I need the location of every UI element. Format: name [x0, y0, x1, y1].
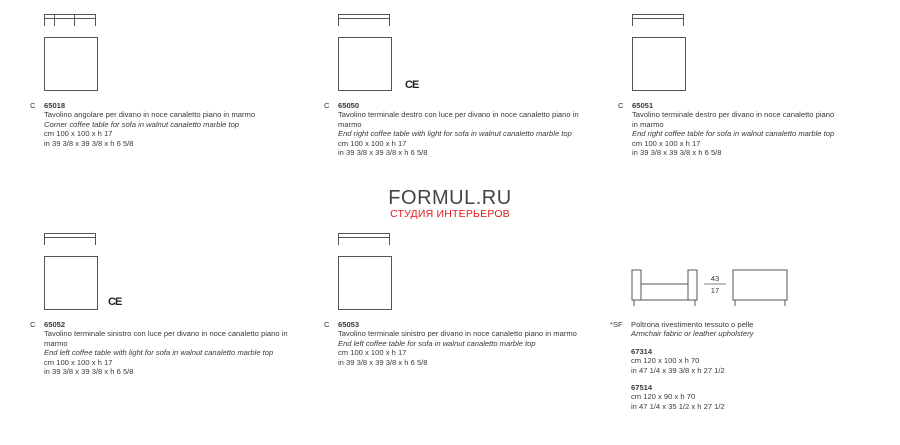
item-italian-name: Tavolino terminale destro per divano in noce canaletto piano in marmo [632, 110, 835, 129]
item-english-name: End right coffee table for sofa in walnut canaletto marble top [632, 129, 835, 139]
armchair-prefix: *SF [610, 320, 623, 329]
table-side-outline [44, 233, 96, 238]
item-english-name: Corner coffee table for sofa in walnut canaletto marble top [44, 119, 240, 129]
armchair-variant-cm: cm 120 x 90 x h 70 [631, 392, 696, 402]
item-prefix: C [30, 101, 36, 110]
item-dimensions-in: in 39 3/8 x 39 3/8 x h 6 5/8 [44, 138, 134, 148]
item-english-name: End left coffee table with light for sofa in walnut canaletto marble top [44, 348, 274, 358]
table-apron [44, 18, 96, 22]
table-side-outline [338, 14, 390, 19]
item-code: 65018 [44, 101, 66, 110]
item-prefix: C [324, 101, 330, 110]
top-view-65051 [632, 37, 686, 91]
top-view-65018 [44, 37, 98, 91]
item-dimensions-in: in 39 3/8 x 39 3/8 x h 6 5/8 [338, 357, 428, 367]
brand-subtitle: СТУДИЯ ИНТЕРЬЕРОВ [390, 208, 510, 220]
side-view-65050 [338, 14, 390, 28]
side-view-65053 [338, 233, 390, 247]
armchair-dim-bottom: 17 [710, 286, 720, 295]
top-view-65053 [338, 256, 392, 310]
armchair-variant-code: 67314 [631, 346, 653, 356]
side-view-65052 [44, 233, 96, 247]
armchair-italian-name: Poltrona rivestimento tessuto o pelle [631, 320, 754, 329]
item-dimensions-cm: cm 100 x 100 x h 17 [44, 129, 113, 139]
item-description-65052 [44, 320, 309, 376]
item-dimensions-in: in 39 3/8 x 39 3/8 x h 6 5/8 [632, 148, 722, 158]
item-description-65018 [44, 101, 314, 148]
item-description-65050 [338, 101, 588, 157]
item-italian-name: Tavolino angolare per divano in noce canaletto piano in marmo [44, 110, 256, 120]
item-dimensions-cm: cm 100 x 100 x h 17 [632, 138, 701, 148]
armchair-description [631, 320, 871, 411]
item-english-name: End left coffee table for sofa in walnut canaletto marble top [338, 338, 536, 348]
side-view-65018 [44, 14, 96, 28]
item-code: 65053 [338, 320, 360, 329]
item-description-65053 [338, 320, 588, 367]
armchair-variant-in: in 47 1/4 x 35 1/2 x h 27 1/2 [631, 401, 725, 411]
table-side-outline [632, 14, 684, 19]
item-code: 65051 [632, 101, 654, 110]
item-italian-name: Tavolino terminale destro con luce per divano in noce canaletto piano in marmo [338, 110, 579, 129]
item-description-65051 [632, 101, 842, 157]
ce-mark-icon: CE [108, 296, 122, 308]
item-prefix: C [324, 320, 330, 329]
item-code: 65050 [338, 101, 360, 110]
item-code: 65052 [44, 320, 66, 329]
armchair-dim-top: 43 [710, 274, 720, 283]
item-english-name: End right coffee table with light for sofa in walnut canaletto marble top [338, 129, 572, 139]
item-dimensions-cm: cm 100 x 100 x h 17 [44, 357, 113, 367]
table-side-outline [338, 233, 390, 238]
armchair-variant-in: in 47 1/4 x 39 3/8 x h 27 1/2 [631, 365, 725, 375]
armchair-english-name: Armchair fabric or leather upholstery [631, 329, 754, 339]
item-dimensions-in: in 39 3/8 x 39 3/8 x h 6 5/8 [44, 367, 134, 377]
armchair-variant-code: 67514 [631, 383, 653, 393]
top-view-65052 [44, 256, 98, 310]
item-prefix: C [30, 320, 36, 329]
top-view-65050 [338, 37, 392, 91]
item-dimensions-cm: cm 100 x 100 x h 17 [338, 138, 407, 148]
item-dimensions-in: in 39 3/8 x 39 3/8 x h 6 5/8 [338, 148, 428, 158]
brand-watermark [370, 187, 530, 220]
brand-name: FORMUL.RU [388, 187, 512, 209]
item-italian-name: Tavolino terminale sinistro con luce per divano in noce canaletto piano in marmo [44, 329, 288, 348]
item-prefix: C [618, 101, 624, 110]
item-italian-name: Tavolino terminale sinistro per divano in noce canaletto piano in marmo [338, 329, 577, 339]
item-dimensions-cm: cm 100 x 100 x h 17 [338, 348, 407, 358]
side-view-65051 [632, 14, 684, 28]
armchair-variant-cm: cm 120 x 100 x h 70 [631, 356, 700, 366]
ce-mark-icon: CE [405, 79, 419, 91]
